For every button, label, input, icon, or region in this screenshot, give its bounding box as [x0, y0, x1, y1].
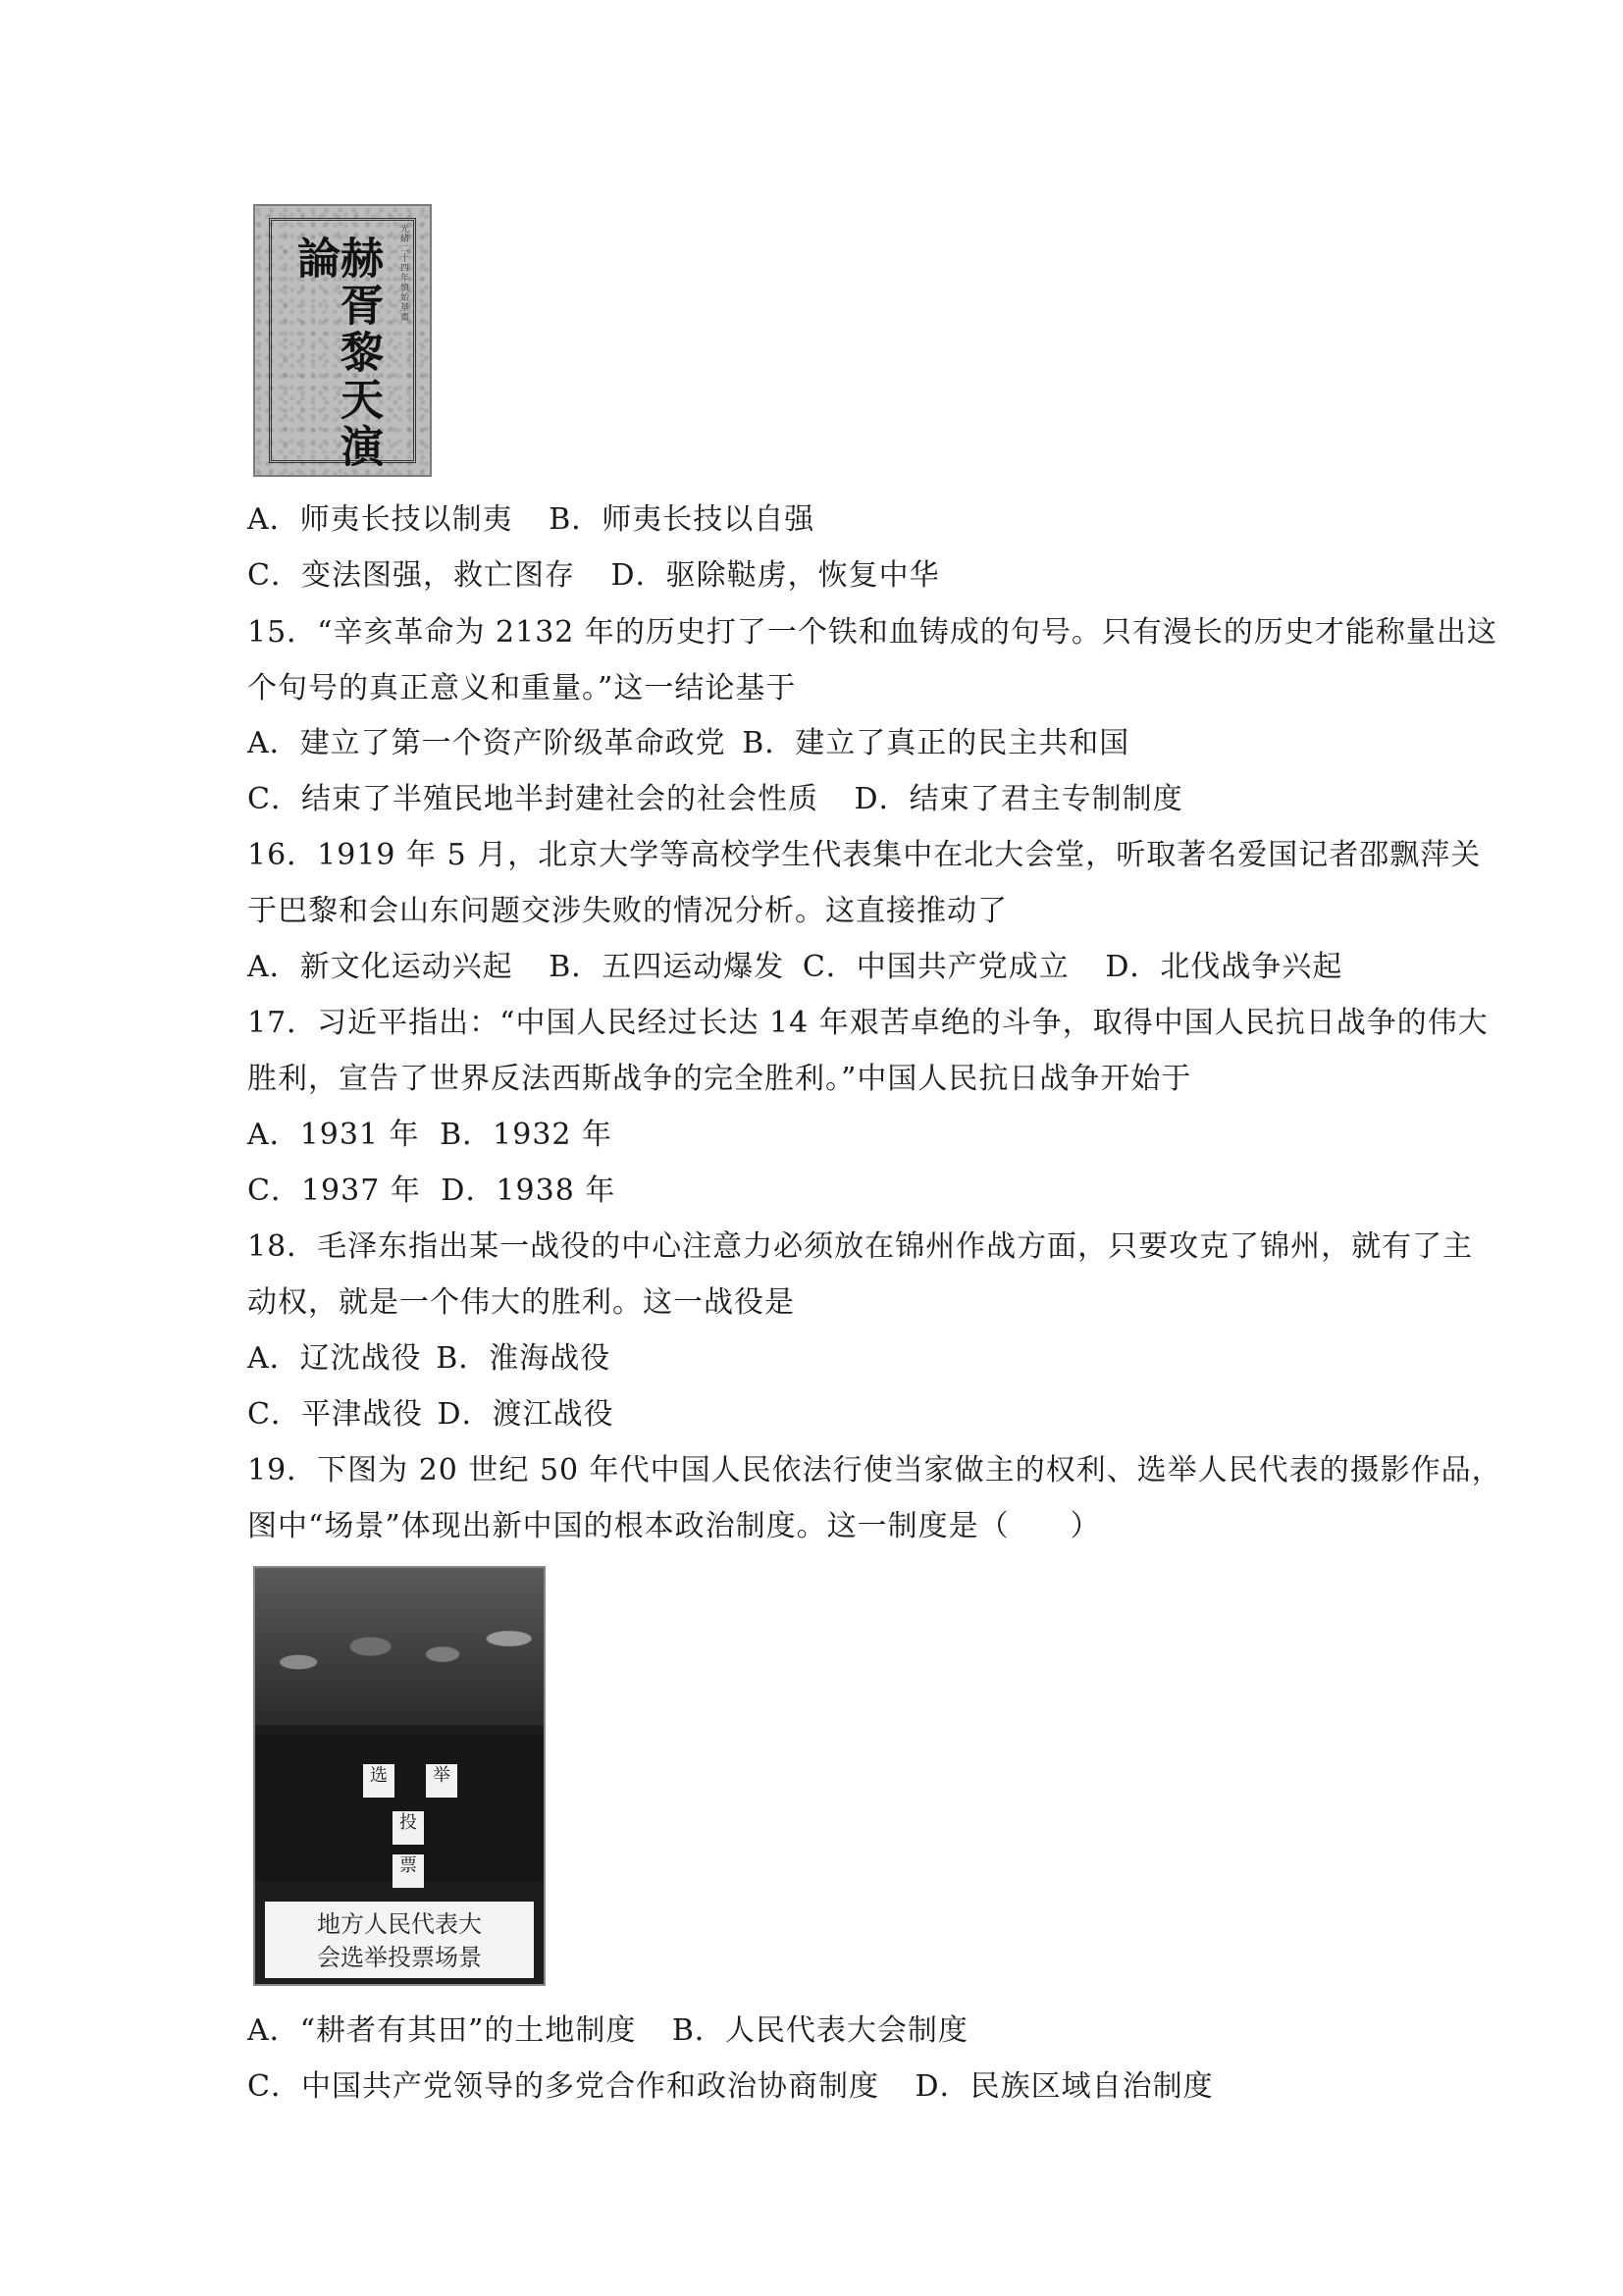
q18-stem-line-2: 动权，就是一个伟大的胜利。这一战役是 — [247, 1285, 795, 1320]
q15-option-b: B．建立了真正的民主共和国 — [742, 726, 1130, 760]
book-cover-title: 赫胥黎天演論 — [289, 235, 383, 471]
q19-options-row-2 — [247, 2067, 1239, 2107]
q18-option-b: B．淮海战役 — [436, 1341, 611, 1376]
q18-options-row-1 — [247, 1339, 636, 1379]
photo-caption-line-2: 会选举投票场景 — [317, 1944, 482, 1971]
q19-stem-line-2: 图中“场景”体现出新中国的根本政治制度。这一制度是（ ） — [247, 1509, 1101, 1543]
q17-option-b: B．1932 年 — [440, 1118, 613, 1152]
q17-stem-line-1: 17．习近平指出：“中国人民经过长达 14 年艰苦卓绝的斗争，取得中国人民抗日战争的伟大 — [247, 1006, 1489, 1040]
q17-option-c: C．1937 年 — [247, 1174, 421, 1208]
q16-stem-line-2: 于巴黎和会山东问题交涉失败的情况分析。这直接推动了 — [247, 894, 1008, 928]
q15-options-row-2 — [247, 780, 1209, 819]
q16-options-row — [247, 948, 1368, 987]
q17-stem-line-2: 胜利，宣告了世界反法西斯战争的完全胜利。”中国人民抗日战争开始于 — [247, 1062, 1192, 1096]
q18-option-c: C．平津战役 — [247, 1397, 423, 1432]
q18-option-a: A．辽沈战役 — [247, 1341, 422, 1376]
photo-caption — [265, 1902, 534, 1978]
q14-option-b: B．师夷长技以自强 — [549, 502, 815, 537]
q17-options-row-2 — [247, 1172, 641, 1211]
q19-stem-line-1: 19．下图为 20 世纪 50 年代中国人民依法行使当家做主的权利、选举人民代表的摄影作品， — [247, 1453, 1502, 1487]
q16-option-b: B．五四运动爆发 — [549, 950, 785, 984]
q15-stem-line-1: 15．“辛亥革命为 2132 年的历史打了一个铁和血铸成的句号。只有漫长的历史才能称量出这 — [247, 615, 1497, 650]
photo-sign-piao: 票 — [393, 1854, 424, 1888]
q15-stem-line-2: 个句号的真正意义和重量。”这一结论基于 — [247, 671, 797, 705]
photo-sign-tou: 投 — [393, 1811, 424, 1845]
q18-options-row-2 — [247, 1395, 640, 1435]
q19-option-a: A．“耕者有其田”的土地制度 — [247, 2013, 637, 2048]
photo-sign-ju: 举 — [426, 1764, 457, 1798]
book-cover-side-note: 光緒二十四年慎始基齋 — [398, 224, 408, 322]
q15-option-c: C．结束了半殖民地半封建社会的社会性质 — [247, 782, 818, 816]
photo-caption-line-1: 地方人民代表大 — [317, 1910, 482, 1938]
photo-crowd-area — [255, 1568, 544, 1725]
q19-option-b: B．人民代表大会制度 — [671, 2013, 969, 2048]
q17-options-row-1 — [247, 1116, 638, 1155]
q14-option-c: C．变法图强，救亡图存 — [247, 558, 575, 593]
q17-option-d: D．1938 年 — [441, 1174, 616, 1208]
q14-options-row-1 — [247, 500, 840, 540]
election-photo-image — [253, 1566, 546, 1986]
q19-options-row-1 — [247, 2011, 994, 2051]
q14-option-a: A．师夷长技以制夷 — [247, 502, 513, 537]
q18-option-d: D．渡江战役 — [437, 1397, 614, 1432]
q15-option-d: D．结束了君主专制制度 — [854, 782, 1183, 816]
q16-option-d: D．北伐战争兴起 — [1105, 950, 1343, 984]
q18-stem-line-1: 18．毛泽东指出某一战役的中心注意力必须放在锦州作战方面，只要攻克了锦州，就有了主 — [247, 1229, 1474, 1264]
q15-option-a: A．建立了第一个资产阶级革命政党 — [247, 726, 726, 760]
q16-stem-line-1: 16．1919 年 5 月，北京大学等高校学生代表集中在北大会堂，听取著名爱国记者邵飘萍关 — [247, 838, 1482, 872]
q15-options-row-1 — [247, 724, 1155, 763]
q16-option-a: A．新文化运动兴起 — [247, 950, 513, 984]
photo-sign-xuan: 选 — [363, 1764, 394, 1798]
q19-option-d: D．民族区域自治制度 — [915, 2069, 1214, 2104]
q19-option-c: C．中国共产党领导的多党合作和政治协商制度 — [247, 2069, 879, 2104]
q16-option-c: C．中国共产党成立 — [802, 950, 1070, 984]
q17-option-a: A．1931 年 — [247, 1118, 420, 1152]
q14-options-row-2 — [247, 556, 966, 596]
book-cover-image — [253, 204, 432, 477]
q14-option-d: D．驱除鞑虏，恢复中华 — [610, 558, 940, 593]
